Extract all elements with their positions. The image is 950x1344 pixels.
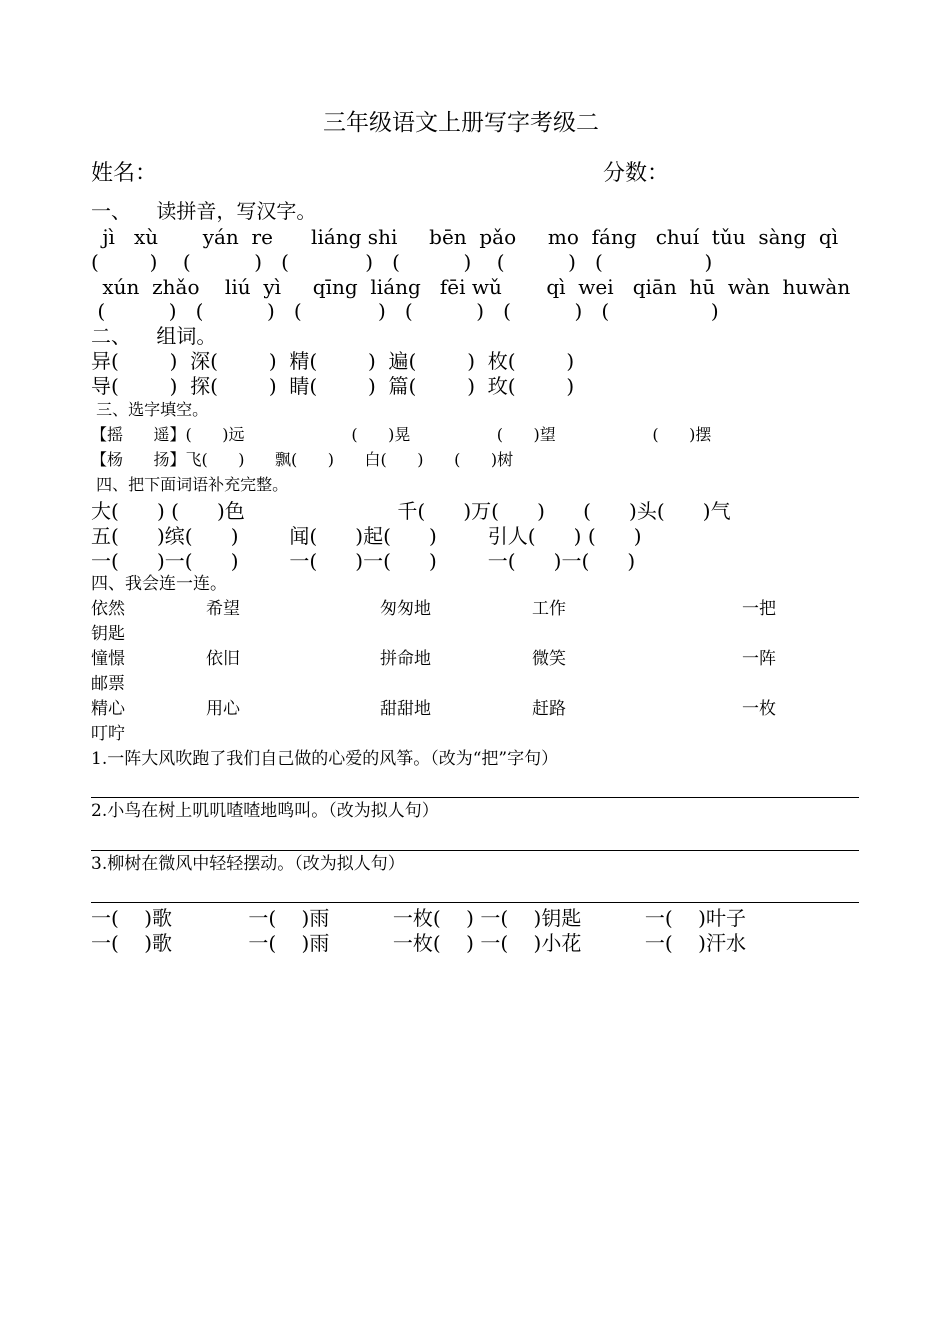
match-cell: 工作 [532,599,566,619]
idiom-row-1: 大( ) ( )色 千( )万( ) ( )头( )气 [91,499,731,523]
answer-line-2 [91,850,859,851]
sentence-1: 1.一阵大风吹跑了我们自己做的心爱的风筝。（改为“把”字句） [91,749,559,769]
score-label: 分数： [603,161,670,186]
section1-heading: 一、 读拼音，写汉字。 [91,199,317,223]
match-cell: 依然 [91,599,125,619]
match-cell-wrap: 钥匙 [91,624,125,644]
group-word-row-1: 异( ) 深( ) 精( ) 遍( ) 枚( ) [91,349,575,373]
match-cell: 微笑 [532,649,566,669]
match-cell-wrap: 叮咛 [91,724,125,744]
section2-heading: 二、 组词。 [91,324,217,348]
match-cell: 依旧 [206,649,240,669]
match-cell: 甜甜地 [380,699,431,719]
group-word-row-2: 导( ) 探( ) 睛( ) 篇( ) 玫( ) [91,374,575,398]
match-cell: 匆匆地 [380,599,431,619]
pinyin-row-1: jì xù yán re liáng shi bēn pǎo mo fáng chuí tǔu sàng qì [96,225,839,249]
measure-row-1: 一( )歌 一( )雨 一枚( ) 一( )钥匙 一( )叶子 [91,906,746,930]
choose-row-2: 【杨 扬】飞( ) 飘( ) 白( ) ( )树 [91,450,514,469]
match-cell: 希望 [206,599,240,619]
sentence-3: 3.柳树在微风中轻轻摆动。（改为拟人句） [91,854,405,874]
choose-row-1: 【摇 遥】( )远 ( )晃 ( )望 ( )摆 [91,425,712,444]
match-cell: 一把 [742,599,776,619]
sentence-2: 2.小鸟在树上叽叽喳喳地鸣叫。（改为拟人句） [91,801,439,821]
section4-heading: 四、把下面词语补充完整。 [91,475,289,494]
answer-line-1 [91,797,859,798]
match-cell-wrap: 邮票 [91,674,125,694]
section5-heading: 四、我会连一连。 [91,574,227,594]
pinyin-row-2: xún zhǎo liú yì qīng liáng fēi wǔ qì wei qiān hū wàn huwàn [96,275,851,299]
measure-row-2: 一( )歌 一( )雨 一枚( ) 一( )小花 一( )汗水 [91,931,746,955]
blank-row-2: ( ) ( ) ( ) ( ) ( ) ( ) [91,299,719,323]
match-cell: 精心 [91,699,125,719]
answer-line-3 [91,902,859,903]
page-title: 三年级语文上册写字考级二 [323,110,599,136]
name-label: 姓名： [91,161,158,186]
idiom-row-3: 一( )一( ) 一( )一( ) 一( )一( ) [91,549,636,573]
match-cell: 一阵 [742,649,776,669]
match-cell: 用心 [206,699,240,719]
idiom-row-2: 五( )缤( ) 闻( )起( ) 引人( ) ( ) [91,524,642,548]
match-cell: 赶路 [532,699,566,719]
match-cell: 一枚 [742,699,776,719]
blank-row-1: ( ) ( ) ( ) ( ) ( ) ( ) [91,250,713,274]
match-cell: 憧憬 [91,649,125,669]
match-cell: 拼命地 [380,649,431,669]
section3-heading: 三、选字填空。 [91,400,209,419]
